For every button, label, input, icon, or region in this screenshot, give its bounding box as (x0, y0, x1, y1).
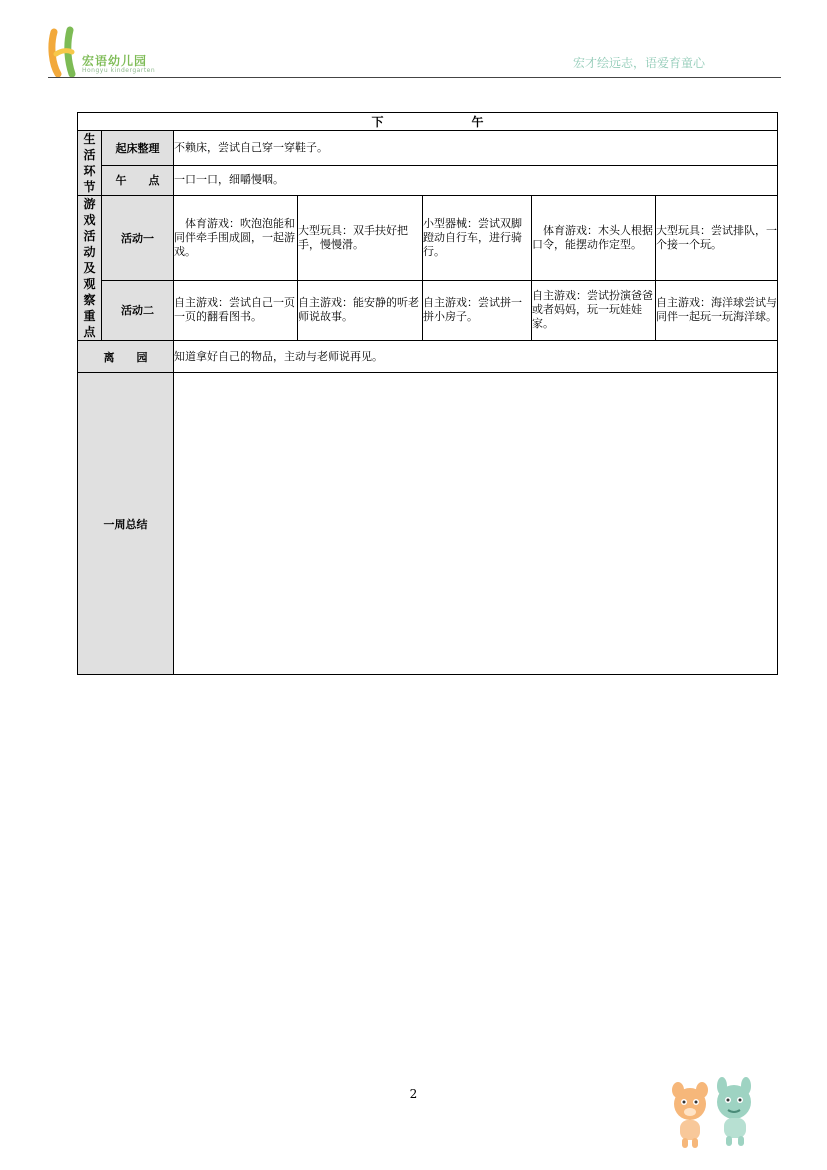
title-left: 下 (371, 115, 384, 129)
activity2-day1: 自主游戏：尝试自己一页一页的翻看图书。 (174, 280, 298, 340)
wakeup-content: 不赖床，尝试自己穿一穿鞋子。 (174, 131, 778, 166)
title-right: 午 (471, 115, 484, 129)
table-title-row (78, 113, 778, 131)
logo-text: 宏语幼儿园 (82, 54, 148, 68)
activity2-label: 活动二 (102, 280, 174, 340)
activity1-label: 活动一 (102, 196, 174, 281)
games-section-text: 游戏活动及观察重点 (83, 197, 96, 339)
table-row (78, 280, 778, 340)
page-header (46, 24, 781, 78)
logo-subtitle: Hongyu kindergarten (82, 67, 156, 74)
mascot-illustration-icon (666, 1076, 762, 1150)
leave-label: 离 园 (78, 341, 174, 373)
header-slogan: 宏才绘远志，语爱育童心 (572, 56, 705, 70)
page-number: 2 (409, 1087, 418, 1101)
table-row (78, 196, 778, 281)
games-section-label (78, 196, 102, 341)
table-title (78, 113, 778, 131)
table-row (78, 341, 778, 373)
row-label-snack: 午 点 (102, 165, 174, 195)
activity1-day3: 小型器械：尝试双脚蹬动自行车，进行骑行。 (423, 196, 532, 281)
activity1-day1: 体育游戏：吹泡泡能和同伴牵手围成圆，一起游戏。 (174, 196, 298, 281)
activity2-day3: 自主游戏：尝试拼一拼小房子。 (423, 280, 532, 340)
header-divider (48, 77, 781, 78)
activity2-day4: 自主游戏：尝试扮演爸爸或者妈妈，玩一玩娃娃家。 (532, 280, 656, 340)
summary-content[interactable] (174, 373, 778, 675)
activity2-day5: 自主游戏：海洋球尝试与同伴一起玩一玩海洋球。 (656, 280, 778, 340)
row-label-wakeup: 起床整理 (102, 131, 174, 166)
afternoon-plan-table (77, 112, 778, 675)
table-row (78, 165, 778, 195)
leave-content: 知道拿好自己的物品，主动与老师说再见。 (174, 341, 778, 373)
activity1-day4: 体育游戏：木头人根据口令，能摆动作定型。 (532, 196, 656, 281)
table-row (78, 131, 778, 166)
life-section-label: 生活环节 (78, 131, 102, 196)
summary-label: 一周总结 (78, 373, 174, 675)
activity1-day2: 大型玩具：双手扶好把手，慢慢滑。 (298, 196, 423, 281)
activity2-day2: 自主游戏：能安静的听老师说故事。 (298, 280, 423, 340)
activity1-day5: 大型玩具：尝试排队，一个接一个玩。 (656, 196, 778, 281)
snack-content: 一口一口，细嚼慢咽。 (174, 165, 778, 195)
table-row (78, 373, 778, 675)
